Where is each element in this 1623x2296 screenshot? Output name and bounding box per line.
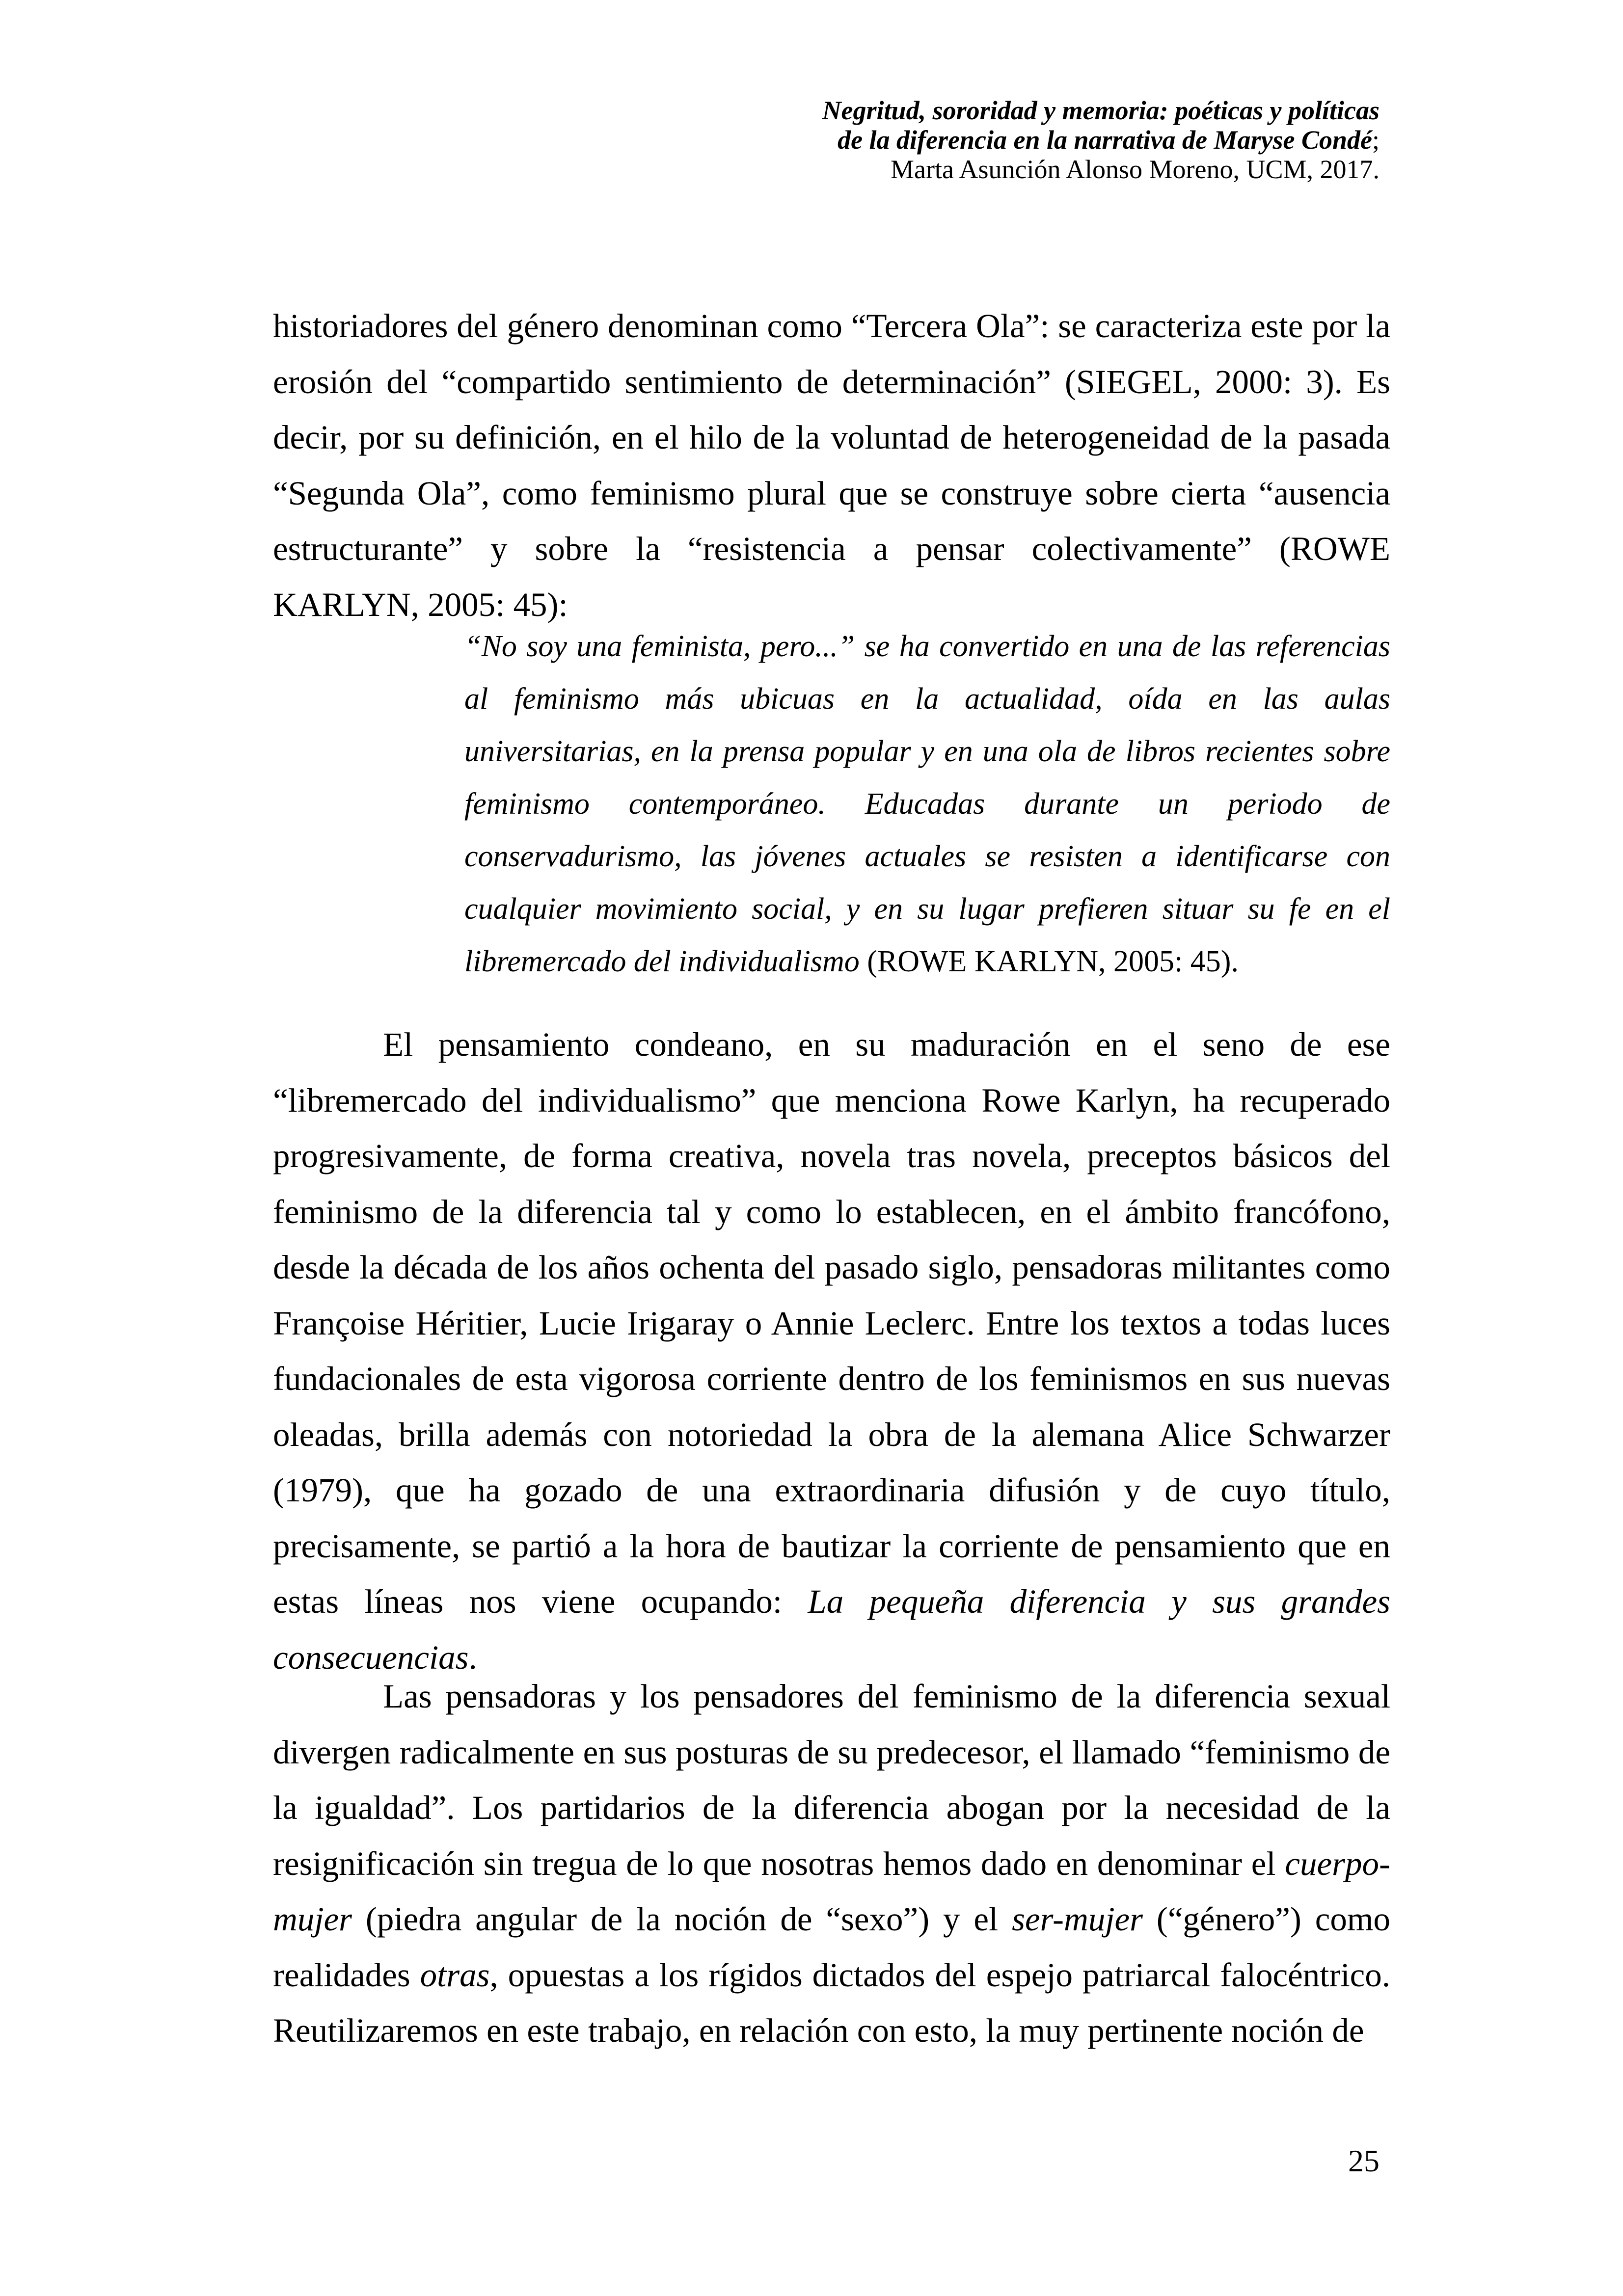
paragraph-2-text: El pensamiento condeano, en su maduración en el seno de ese “libremercado del individualismo” que menciona Rowe Karlyn, ha recuperado progresivamente, de forma creativa, novela tras novela, preceptos básicos del feminismo de la diferencia tal y como lo establecen, en el ámbito francófono, desde la década de los años ochenta del pasado siglo, pensadoras militantes como Françoise Héritier, Lucie Irigaray o Annie Leclerc. Entre los textos a todas luces fundacionales de esta vigorosa corriente dentro de los feminismos en sus nuevas oleadas, brilla además con notoriedad la obra de la alemana Alice Schwarzer (1979), que ha gozado de una extraordinaria difusión y de cuyo título, precisamente, se partió a la hora de bautizar la corriente de pensamiento que en estas líneas nos viene ocupando: xyxy=(273,1026,1390,1620)
header-title-line-2-text: de la diferencia en la narrativa de Maryse Condé xyxy=(838,125,1372,155)
term-ser-mujer: ser-mujer xyxy=(1012,1900,1143,1938)
header-title-line-2-punct: ; xyxy=(1372,125,1380,155)
block-quote-citation: (ROWE KARLYN, 2005: 45). xyxy=(867,945,1239,978)
paragraph-3 xyxy=(273,1669,1390,2059)
paragraph-2 xyxy=(273,1017,1390,1685)
paragraph-3-part-1: Las pensadoras y los pensadores del feminismo de la diferencia sexual divergen radicalmente en sus posturas de su predecesor, el llamado “feminismo de la igualdad”. Los partidarios de la diferencia abogan por la necesidad de la resignificación sin tregua de lo que nosotras hemos dado en denominar el xyxy=(273,1678,1390,1882)
paragraph-2-end: . xyxy=(468,1638,477,1676)
paragraph-1: historiadores del género denominan como “Tercera Ola”: se caracteriza este por la erosión del “compartido sentimiento de determinación” (SIEGEL, 2000: 3). Es decir, por su definición, en el hilo de la voluntad de heterogeneidad de la pasada “Segunda Ola”, como feminismo plural que se construye sobre cierta “ausencia estructurante” y sobre la “resistencia a pensar colectivamente” (ROWE KARLYN, 2005: 45): xyxy=(273,307,1390,623)
header-title-line-1: Negritud, sororidad y memoria: poéticas y políticas xyxy=(822,96,1380,125)
paragraph-3-part-3: (“género”) como realidades xyxy=(273,1900,1391,1994)
term-otras: otras xyxy=(420,1956,490,1994)
term-cuerpo-mujer: cuerpo-mujer xyxy=(273,1844,1391,1938)
block-quote xyxy=(464,620,1390,988)
header-author-line: Marta Asunción Alonso Moreno, UCM, 2017. xyxy=(891,155,1380,184)
paragraph-3-part-2: (piedra angular de la noción de “sexo”) y el xyxy=(365,1900,999,1938)
header-title-line-2 xyxy=(822,125,1380,155)
block-quote-text: “No soy una feminista, pero...” se ha convertido en una de las referencias al feminismo más ubicuas en la actualidad, oída en las aulas universitarias, en la prensa popular y en una ola de libros recientes sobre feminismo contemporáneo. Educadas durante un periodo de conservadurismo, las jóvenes actuales se resisten a identificarse con cualquier movimiento social, y en su lugar prefieren situar su fe en el libremercado del individualismo xyxy=(464,630,1390,978)
paragraph-3-part-4: , opuestas a los rígidos dictados del espejo patriarcal falocéntrico. Reutilizaremos en este trabajo, en relación con esto, la muy pertinente noción de xyxy=(273,1956,1390,2049)
book-title: La pequeña diferencia y sus grandes consecuencias xyxy=(273,1583,1391,1676)
page-number: 25 xyxy=(1348,2143,1380,2178)
running-header xyxy=(822,96,1380,184)
